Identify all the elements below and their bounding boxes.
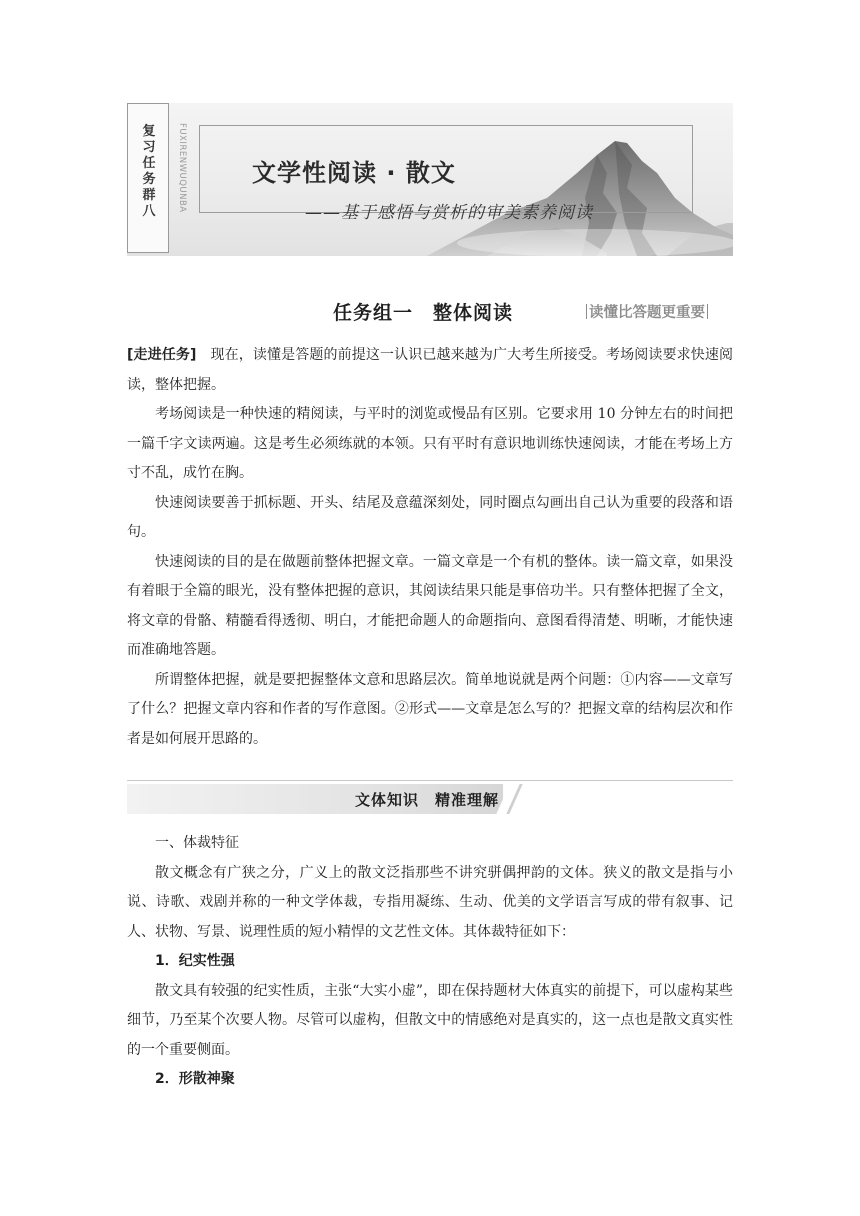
knowledge-section xyxy=(127,829,733,1095)
section-title: 文体知识 精准理解 xyxy=(355,791,500,809)
section-rule xyxy=(127,780,733,781)
intro-section xyxy=(127,341,733,754)
tag-right-bar xyxy=(707,304,708,319)
tag-left-bar xyxy=(586,304,587,319)
body-paragraph: 考场阅读是一种快速的精阅读，与平时的浏览或慢品有区别。它要求用 10 分钟左右的时间把一篇千字文读两遍。这是考生必须练就的本领。只有平时有意识地训练快速阅读，才能在考场上方寸不乱，成竹在胸。 xyxy=(127,406,733,481)
task-group-heading xyxy=(127,298,733,328)
intro-label: [走进任务] xyxy=(127,347,197,363)
body-paragraph: 快速阅读要善于抓标题、开头、结尾及意蕴深刻处，同时圈点勾画出自己认为重要的段落和语句。 xyxy=(127,494,733,540)
task-group-title: 任务组一 整体阅读 xyxy=(333,302,514,324)
task-group-tag-text: 读懂比答题更重要 xyxy=(589,305,705,321)
chapter-banner xyxy=(127,103,733,256)
intro-paragraph xyxy=(127,341,733,400)
body-paragraph: 快速阅读的目的是在做题前整体把握文章。一篇文章是一个有机的整体。读一篇文章，如果没有着眼于全篇的眼光，没有整体把握的意识，其阅读结果只能是事倍功半。只有整体把握了全文，将文章的骨骼、精髓看得透彻、明白，才能把命题人的命题指向、意图看得清楚、明晰，才能快速而准确地答题。 xyxy=(127,553,733,658)
task-group-tag xyxy=(584,301,710,322)
point1-title: 1．纪实性强 xyxy=(155,953,235,969)
side-tab xyxy=(127,103,169,253)
knowledge-heading: 一、体裁特征 xyxy=(155,835,239,851)
point1-text: 散文具有较强的纪实性质，主张“大实小虚”，即在保持题材大体真实的前提下，可以虚构某些细节，乃至某个次要人物。尽管可以虚构，但散文中的情感绝对是真实的，这一点也是散文真实性的一个重要侧面。 xyxy=(127,982,733,1058)
chapter-title: 文学性阅读 · 散文 xyxy=(252,159,456,187)
section-header xyxy=(127,780,733,818)
pinyin-label: FUXIRENWUQUNBA xyxy=(177,123,187,213)
task-group-side-label: 复习任务群八 xyxy=(142,124,156,219)
knowledge-intro: 散文概念有广狭之分，广义上的散文泛指那些不讲究骈偶押韵的文体。狭义的散文是指与小说、诗歌、戏剧并称的一种文学体裁，专指用凝练、生动、优美的文学语言写成的带有叙事、记人、状物、写景、说理性质的短小精悍的文艺性文体。其体裁特征如下： xyxy=(127,864,733,940)
chapter-subtitle: ——基于感悟与赏析的审美素养阅读 xyxy=(305,203,593,223)
point2-title: 2．形散神聚 xyxy=(155,1071,235,1087)
intro-text: 现在，读懂是答题的前提这一认识已越来越为广大考生所接受。考场阅读要求快速阅读，整体把握。 xyxy=(127,347,734,393)
body-paragraph: 所谓整体把握，就是要把握整体文意和思路层次。简单地说就是两个问题：①内容——文章写了什么？把握文章内容和作者的写作意图。②形式——文章是怎么写的？把握文章的结构层次和作者是如何展开思路的。 xyxy=(127,671,733,747)
